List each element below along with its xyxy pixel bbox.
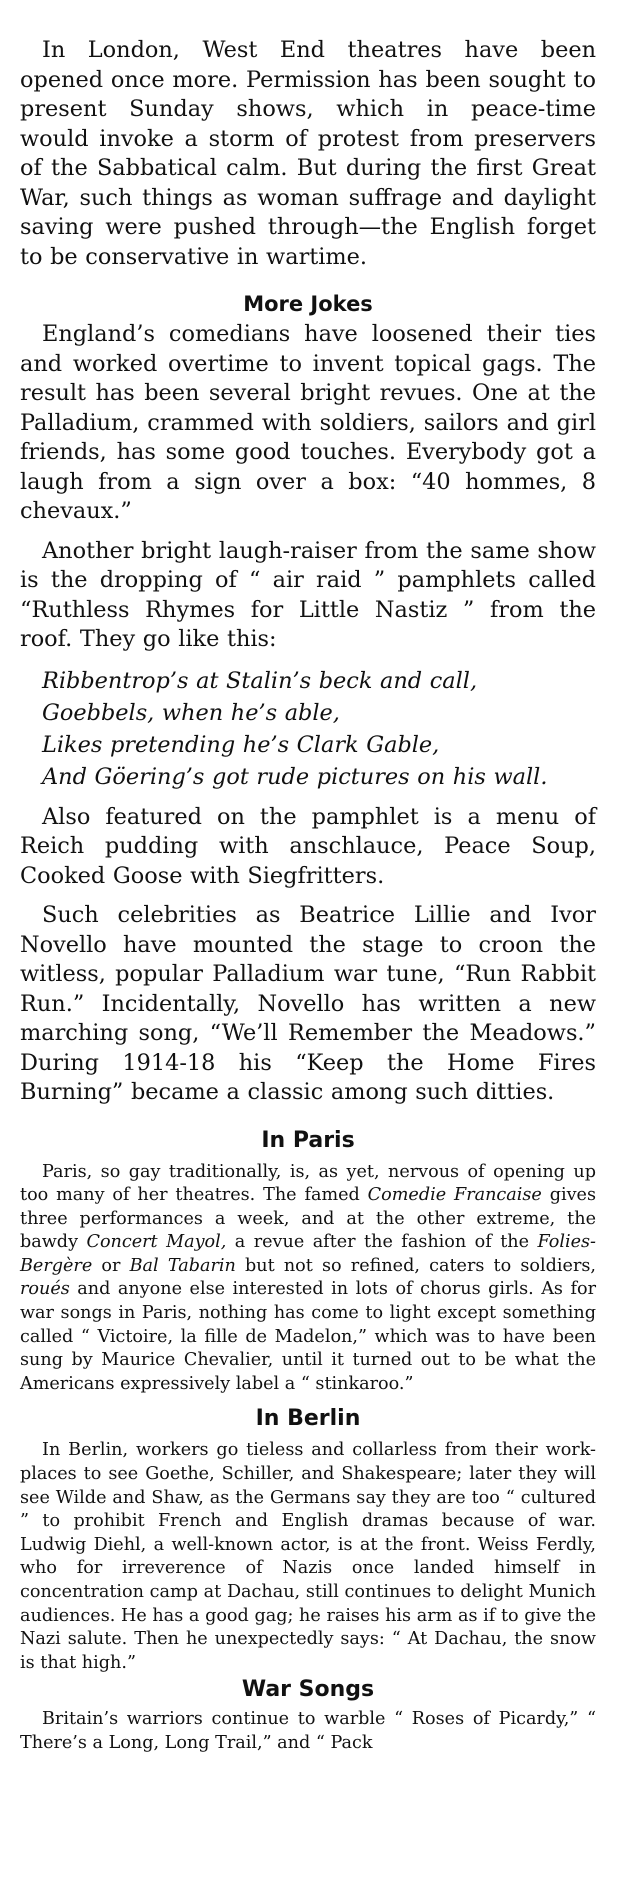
poem <box>42 665 596 793</box>
jokes-paragraph-3: Also featured on the pamphlet is a menu of Reich pudding with anschlauce, Peace Soup, Cooked Goose with Siegfritters. <box>20 803 596 889</box>
war-songs-heading: War Songs <box>241 1677 375 1703</box>
war-songs-paragraph: Britain’s warriors continue to warble “ Roses of Picardy,” “ There’s a Long, Long Trail,” and “ Pack <box>20 1709 596 1753</box>
poem-line: Likes pretending he’s Clark Gable, <box>42 731 440 758</box>
jokes-paragraph-1: England’s comedians have loosened their ties and worked overtime to invent topical gags. The result has been several bright revues. One at the Palladium, crammed with soldiers, sailors and girl friends, has some good touches. Everybody got a laugh from a sign over a box: “40 hommes, 8 chevaux.” <box>20 321 596 524</box>
poem-line: And Göering’s got rude pictures on his wall. <box>42 763 548 790</box>
italic-title: Bal Tabarin <box>129 1255 236 1276</box>
berlin-paragraph: In Berlin, workers go tieless and collarless from their work-places to see Goethe, Schiller, and Shakespeare; later they will see Wilde and Shaw, as the Germans say they are too “ cultured ” to prohibit French and English dramas because of war. Ludwig Diehl, a well-known actor, is at the front. Weiss Ferdly, who for irreverence of Nazis once landed himself in concentration camp at Dachau, still continues to delight Munich audiences. He has a good gag; he raises his arm as if to give the Nazi salute. Then he unexpectedly says: “ At Dachau, the snow is that high.” <box>20 1440 596 1673</box>
poem-line: Goebbels, when he’s able, <box>42 699 340 726</box>
article-page <box>20 36 596 1756</box>
more-jokes-heading: More Jokes <box>243 292 373 316</box>
in-paris-heading: In Paris <box>261 1127 355 1153</box>
italic-word: roués <box>20 1279 70 1300</box>
war-songs-section <box>20 1708 596 1755</box>
italic-title: Folies-Bergère <box>20 1232 596 1276</box>
paris-section <box>20 1161 596 1397</box>
more-jokes-section <box>20 320 596 1108</box>
berlin-section <box>20 1439 596 1675</box>
london-section <box>20 36 596 272</box>
jokes-paragraph-2: Another bright laugh-raiser from the same show is the dropping of “ air raid ” pamphlets called “Ruthless Rhymes for Little Nastiz ” from the roof. They go like this: <box>20 537 596 652</box>
poem-line: Ribbentrop’s at Stalin’s beck and call, <box>42 667 478 694</box>
italic-title: Comedie Francaise <box>367 1185 542 1206</box>
jokes-paragraph-4: Such celebrities as Beatrice Lillie and Ivor Novello have mounted the stage to croon the witless, popular Palladium war tune, “Run Rabbit Run.” Incidentally, Novello has written a new marching song, “We’ll Remember the Meadows.” During 1914-18 his “Keep the Home Fires Burning” became a classic among such ditties. <box>20 902 596 1105</box>
italic-title: Concert Mayol, <box>86 1232 227 1253</box>
intro-paragraph: In London, West End theatres have been opened once more. Permission has been sought to present Sunday shows, which in peace-time would invoke a storm of protest from preservers of the Sabbatical calm. But during the first Great War, such things as woman suffrage and daylight saving were pushed through—the English forget to be conservative in wartime. <box>20 37 596 270</box>
paris-paragraph: Paris, so gay traditionally, is, as yet, nervous of opening up too many of her theatres. The famed Comedie Francaise gives three performances a week, and at the other extreme, the bawdy Concert Mayol, a revue after the fashion of the Folies-Bergère or Bal Tabarin but not so refined, caters to soldiers, roués and anyone else interested in lots of chorus girls. As for war songs in Paris, nothing has come to light except something called “ Victoire, la fille de Madelon,” which was to have been sung by Maurice Chevalier, until it turned out to be what the Americans expressively label a “ stinkaroo.” <box>20 1161 596 1394</box>
in-berlin-heading: In Berlin <box>255 1406 361 1432</box>
